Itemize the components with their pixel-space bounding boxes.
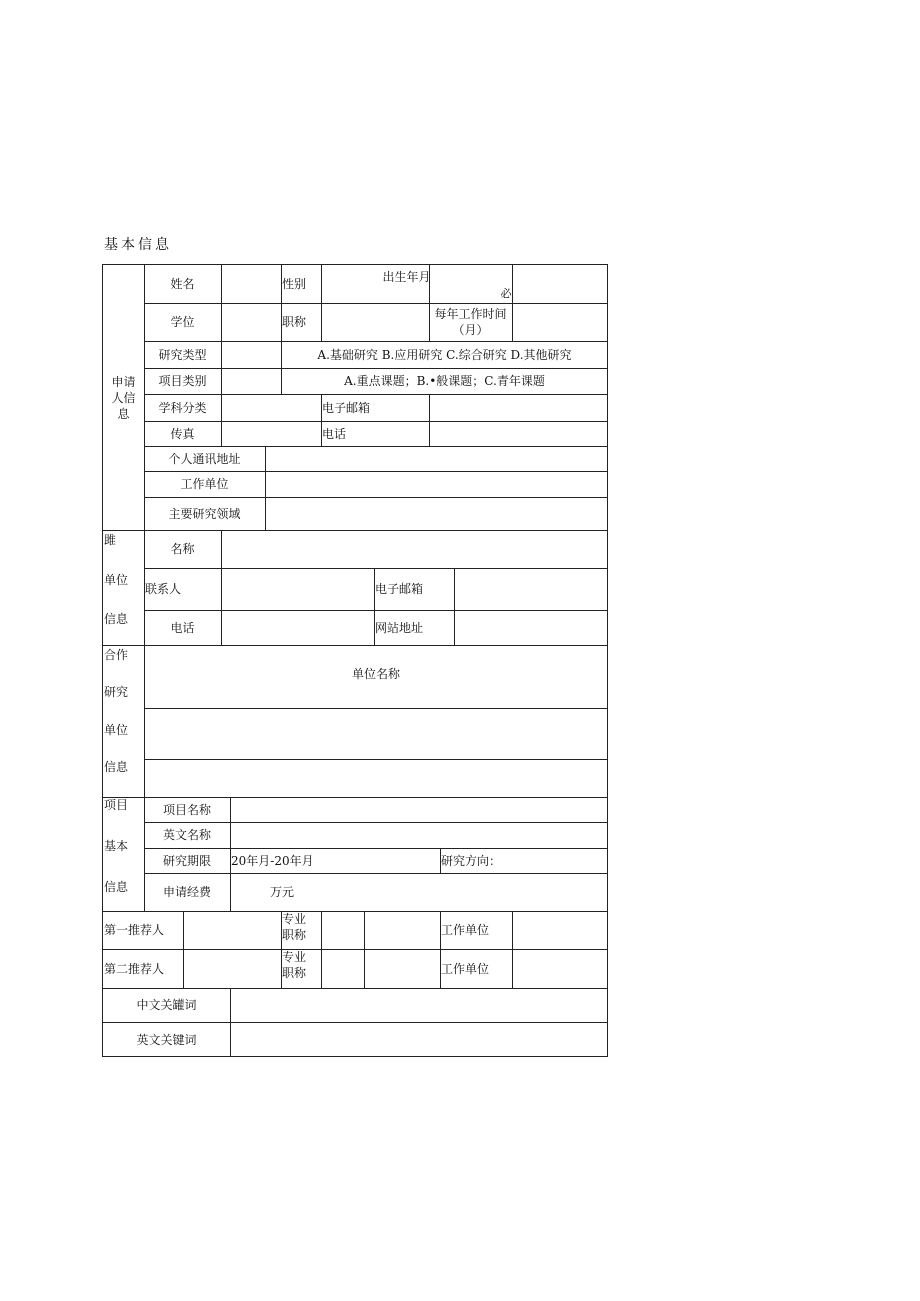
first-recommender-label: 第一推荐人	[104, 923, 165, 937]
org-name-label: 名称	[170, 542, 195, 556]
second-recommender-specialty[interactable]	[321, 949, 364, 988]
gender-label: 性别	[282, 277, 307, 291]
first-recommender-employer-label: 工作单位	[441, 923, 490, 937]
title-label: 职称	[282, 315, 307, 329]
project-type-label: 项目类别	[158, 374, 207, 388]
name-label: 姓名	[170, 277, 195, 291]
chinese-keywords-label: 中文关罐词	[136, 998, 197, 1012]
first-recommender-specialty[interactable]	[321, 911, 364, 949]
birth-label: 出生年月	[382, 270, 431, 284]
second-recommender-employer[interactable]	[512, 949, 608, 988]
second-recommender-specialty-label: 专业 职称	[282, 950, 307, 980]
second-recommender-name[interactable]	[183, 949, 281, 988]
project-funding-unit[interactable]: 万元	[269, 885, 294, 899]
fax-value[interactable]	[221, 421, 321, 446]
employer-label: 工作单位	[180, 477, 229, 491]
project-direction-label[interactable]: 研究方向：	[441, 853, 502, 868]
org-website-label: 网站地址	[375, 620, 424, 635]
research-type-label: 研究类型	[158, 347, 207, 362]
org-name-value[interactable]	[221, 530, 608, 568]
coop-unit-row-2[interactable]	[144, 759, 608, 797]
phone-value[interactable]	[429, 421, 608, 446]
project-type-options[interactable]: A.重点课题；B.•般课题；C.青年课题	[344, 374, 545, 388]
second-recommender-title[interactable]	[364, 949, 440, 988]
address-label: 个人通讯地址	[168, 451, 241, 466]
org-website-value[interactable]	[454, 610, 608, 645]
chinese-keywords-value[interactable]	[230, 988, 608, 1022]
second-recommender-label: 第二推荐人	[104, 961, 165, 976]
project-type-value[interactable]	[221, 368, 281, 394]
research-type-value[interactable]	[221, 341, 281, 368]
employer-value[interactable]	[265, 471, 608, 497]
research-field-value[interactable]	[265, 497, 608, 530]
work-time-value[interactable]	[512, 303, 608, 341]
name-value[interactable]	[221, 265, 281, 303]
section-applicant: 申请 人信 息	[111, 374, 136, 421]
email-value[interactable]	[429, 394, 608, 421]
project-name-value[interactable]	[230, 797, 608, 822]
first-recommender-name[interactable]	[183, 911, 281, 949]
application-form	[102, 264, 608, 1057]
project-period-label: 研究期限	[162, 853, 211, 868]
address-value[interactable]	[265, 446, 608, 471]
phone-label: 电话	[322, 426, 347, 441]
fax-label: 传真	[170, 426, 195, 441]
project-funding-label: 申请经费	[162, 885, 211, 899]
org-phone-value[interactable]	[221, 610, 374, 645]
page-title: 基本信息	[104, 237, 172, 253]
degree-value[interactable]	[221, 303, 281, 341]
project-english-name-value[interactable]	[230, 822, 608, 848]
first-recommender-specialty-label: 专业 职称	[282, 912, 307, 942]
research-type-options[interactable]: A.基础研究 B.应用研究 C.综合研究 D.其他研究	[317, 347, 572, 362]
org-contact-value[interactable]	[221, 568, 374, 610]
degree-label: 学位	[170, 315, 195, 329]
email-label: 电子邮箱	[322, 400, 371, 415]
title-value[interactable]	[321, 303, 429, 341]
section-project: 项目 基本 信息	[104, 798, 129, 894]
birth-extra-value[interactable]	[512, 265, 608, 303]
section-cooperation: 合作 研究 单位 信息	[104, 648, 129, 774]
project-period-value[interactable]: 20年月-20年月	[231, 853, 314, 868]
first-recommender-employer[interactable]	[512, 911, 608, 949]
coop-unit-row-1[interactable]	[144, 708, 608, 759]
second-recommender-employer-label: 工作单位	[441, 961, 490, 976]
first-recommender-title[interactable]	[364, 911, 440, 949]
work-time-label: 每年工作时间 （月）	[434, 307, 507, 337]
english-keywords-value[interactable]	[230, 1022, 608, 1057]
english-keywords-label: 英文关键词	[136, 1032, 197, 1047]
research-field-label: 主要研究领域	[168, 506, 241, 521]
discipline-value[interactable]	[221, 394, 321, 421]
org-phone-label: 电话	[170, 620, 195, 635]
org-email-label: 电子邮箱	[375, 582, 424, 596]
project-english-name-label: 英文名称	[162, 828, 211, 842]
discipline-label: 学科分类	[158, 400, 207, 415]
project-name-label: 项目名称	[162, 802, 211, 817]
coop-unit-name-label: 单位名称	[351, 666, 400, 681]
org-email-value[interactable]	[454, 568, 608, 610]
birth-mark: 必	[500, 287, 512, 300]
org-contact-label: 联系人	[145, 582, 182, 596]
section-organization: 雎 单位 信息	[104, 533, 129, 626]
